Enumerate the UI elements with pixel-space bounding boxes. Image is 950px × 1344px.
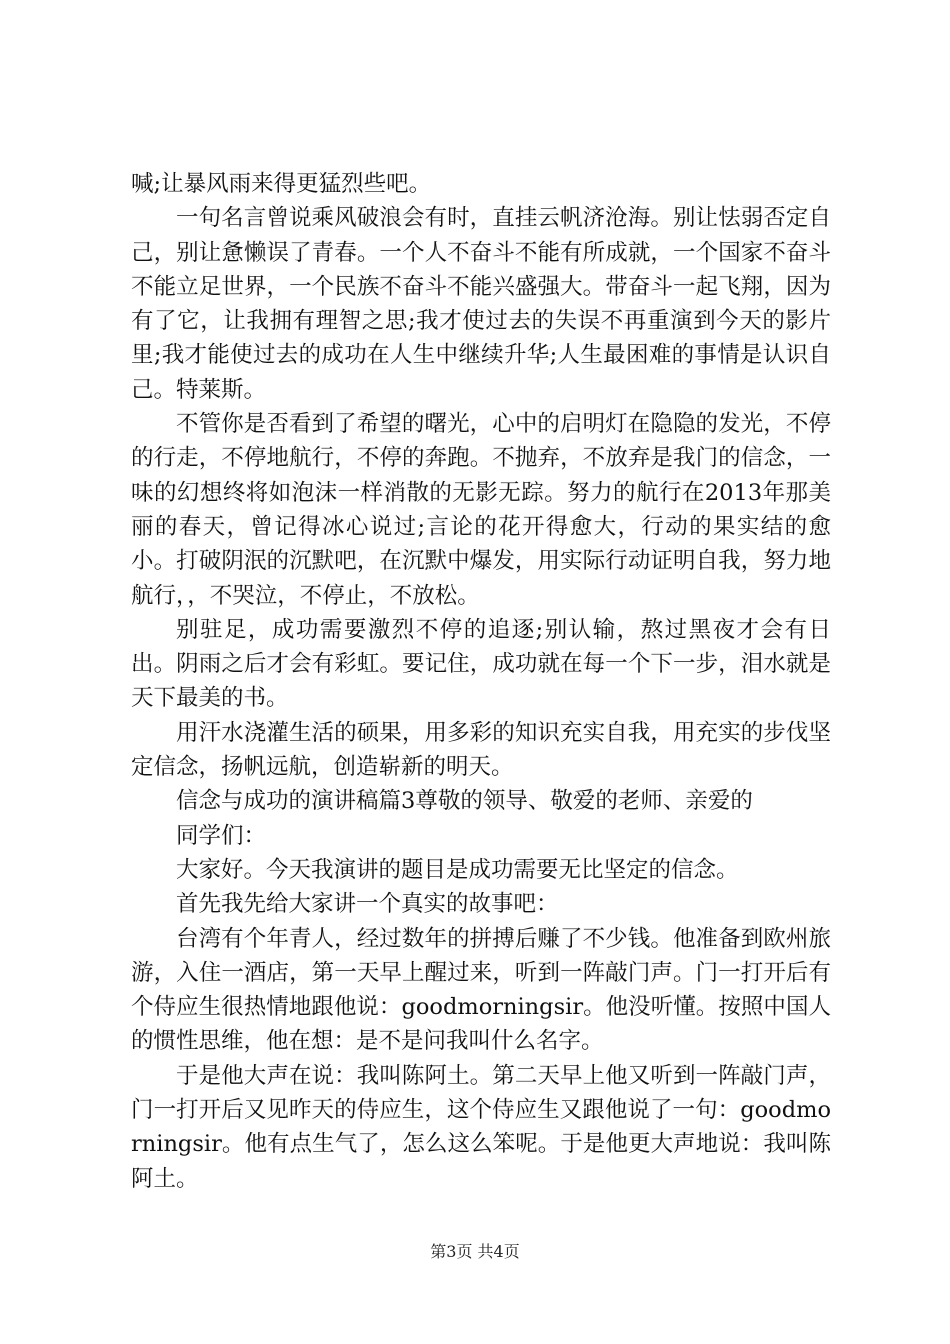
paragraph: 于是他大声在说：我叫陈阿土。第二天早上他又听到一阵敲门声，门一打开后又见昨天的侍应生，这个侍应生又跟他说了一句：goodmorningsir。他有点生气了，怎么这么笨呢。于是他更大声地说：我叫陈阿土。 bbox=[131, 1062, 831, 1192]
document-body bbox=[131, 167, 831, 1196]
paragraph-continuation: 喊;让暴风雨来得更猛烈些吧。 bbox=[131, 171, 432, 197]
paragraph-greeting: 同学们： bbox=[176, 822, 267, 849]
paragraph: 别驻足，成功需要激烈不停的追逐;别认输，熬过黑夜才会有日出。阴雨之后才会有彩虹。要记住，成功就在每一个下一步，泪水就是天下最美的书。 bbox=[131, 616, 831, 712]
page-number-footer: 第3页 共4页 bbox=[430, 1242, 520, 1261]
paragraph: 首先我先给大家讲一个真实的故事吧： bbox=[176, 891, 559, 918]
paragraph: 一句名言曾说乘风破浪会有时，直挂云帆济沧海。别让怯弱否定自己，别让惫懒误了青春。一个人不奋斗不能有所成就，一个国家不奋斗不能立足世界，一个民族不奋斗不能兴盛强大。带奋斗一起飞翔，因为有了它，让我拥有理智之思;我才使过去的失误不再重演到今天的影片里;我才能使过去的成功在人生中继续升华;人生最困难的事情是认识自己。特莱斯。 bbox=[131, 205, 831, 403]
paragraph-speech-title: 信念与成功的演讲稿篇3尊敬的领导、敬爱的老师、亲爱的 bbox=[176, 788, 753, 815]
paragraph: 用汗水浇灌生活的硕果，用多彩的知识充实自我，用充实的步伐坚定信念，扬帆远航，创造崭新的明天。 bbox=[131, 719, 831, 781]
paragraph: 台湾有个年青人，经过数年的拼搏后赚了不少钱。他准备到欧州旅游，入住一酒店，第一天早上醒过来，听到一阵敲门声。门一打开后有个侍应生很热情地跟他说：goodmorningsir。他没听懂。按照中国人的惯性思维，他在想：是不是问我叫什么名字。 bbox=[131, 925, 831, 1055]
paragraph: 不管你是否看到了希望的曙光，心中的启明灯在隐隐的发光，不停的行走，不停地航行，不停的奔跑。不抛弃，不放弃是我门的信念，一味的幻想终将如泡沫一样消散的无影无踪。努力的航行在2013年那美丽的春天，曾记得冰心说过;言论的花开得愈大，行动的果实结的愈小。打破阴泯的沉默吧，在沉默中爆发，用实际行动证明自我，努力地航行，，不哭泣，不停止，不放松。 bbox=[131, 411, 831, 609]
paragraph: 大家好。今天我演讲的题目是成功需要无比坚定的信念。 bbox=[176, 856, 739, 883]
